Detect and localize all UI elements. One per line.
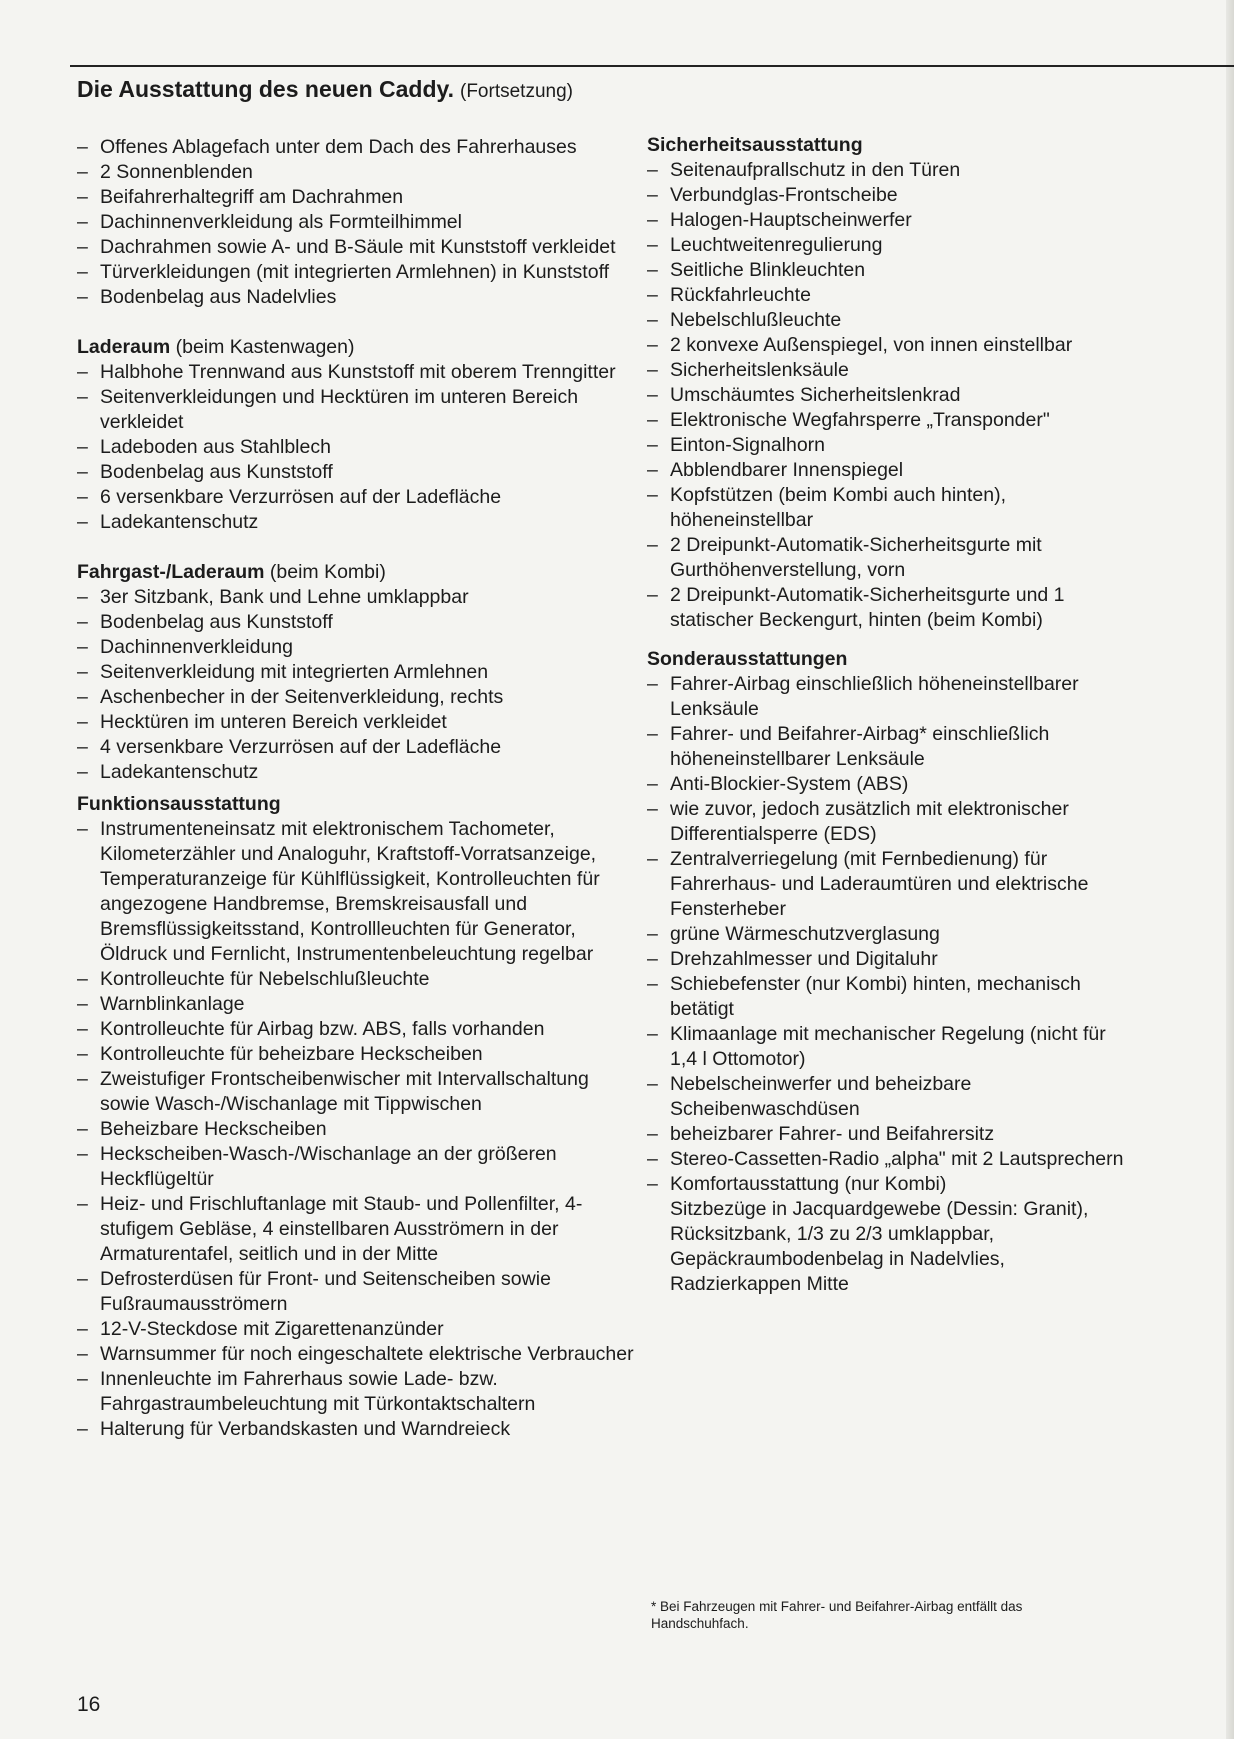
list-item: – Dachinnenverkleidung [77, 636, 293, 658]
list-item: – Bodenbelag aus Nadelvlies [77, 286, 337, 308]
list-item: – Warnblinkanlage [77, 993, 245, 1015]
list-item: – Elektronische Wegfahrsperre „Transponder" [647, 409, 1050, 431]
cab-interior-list [77, 135, 637, 310]
footnote: * Bei Fahrzeugen mit Fahrer- und Beifahrer-Airbag entfällt das Handschuhfach. [651, 1599, 1023, 1631]
list-item: – Einton-Signalhorn [647, 434, 826, 456]
list-item: – 2 Dreipunkt-Automatik-Sicherheitsgurte mit Gurthöhenverstellung, vorn [647, 534, 1042, 581]
page-title-sub: (Fortsetzung) [460, 81, 573, 102]
list-item: – Kontrolleuchte für beheizbare Heckscheiben [77, 1043, 483, 1065]
section-sicherheitsausstattung [647, 133, 1137, 633]
section-sonderausstattungen [647, 647, 1137, 1297]
list-item: – Seitliche Blinkleuchten [647, 259, 866, 281]
list-item: – Zentralverriegelung (mit Fernbedienung) für Fahrerhaus- und Laderaumtüren und elektrische Fensterheber [647, 848, 1089, 920]
list-item: – Kopfstützen (beim Kombi auch hinten), höheneinstellbar [647, 484, 1007, 531]
laderaum-list [77, 360, 637, 535]
list-item: – Nebelschlußleuchte [647, 309, 842, 331]
list-item: – Instrumenteneinsatz mit elektronischem Tachometer, Kilometerzähler und Analoguhr, Kraftstoff-Vorratsanzeige, Temperaturanzeige für Kühlflüssigkeit, Kontrolleuchten für angezogene Handbremse, Bremskreisausfall und Bremsflüssigkeitsstand, Kontrollleuchten für Generator, Öldruck und Fernlicht, Instrumentenbeleuchtung regelbar [77, 818, 600, 965]
sonder-list [647, 672, 1137, 1297]
list-item: – Zweistufiger Frontscheibenwischer mit Intervallschaltung sowie Wasch-/Wischanlage mit Tippwischen [77, 1068, 589, 1115]
section-cab-interior [77, 135, 637, 310]
list-item: – 3er Sitzbank, Bank und Lehne umklappbar [77, 586, 469, 608]
section-heading: Funktionsausstattung [77, 793, 281, 815]
list-item: – Beifahrerhaltegriff am Dachrahmen [77, 186, 404, 208]
fahrgast-list [77, 585, 637, 785]
list-item: – Rückfahrleuchte [647, 284, 811, 306]
list-item: – Klimaanlage mit mechanischer Regelung (nicht für 1,4 l Ottomotor) [647, 1023, 1106, 1070]
list-item: – Halogen-Hauptscheinwerfer [647, 209, 912, 231]
list-item: – Komfortausstattung (nur Kombi) [647, 1173, 947, 1195]
list-item: – 4 versenkbare Verzurrösen auf der Ladefläche [77, 736, 502, 758]
komfort-detail: Sitzbezüge in Jacquardgewebe (Dessin: Granit), Rücksitzbank, 1/3 zu 2/3 umklappbar, Gepäckraumbodenbelag in Nadelvlies, Radzierkappen Mitte [670, 1198, 1089, 1295]
list-item: – Schiebefenster (nur Kombi) hinten, mechanisch betätigt [647, 973, 1081, 1020]
list-item: – Offenes Ablagefach unter dem Dach des Fahrerhauses [77, 136, 577, 158]
list-item: – Seitenverkleidungen und Hecktüren im unteren Bereich verkleidet [77, 386, 579, 433]
list-item: – Umschäumtes Sicherheitslenkrad [647, 384, 961, 406]
list-item: – Heckscheiben-Wasch-/Wischanlage an der größeren Heckflügeltür [77, 1143, 557, 1190]
list-item: – Fahrer- und Beifahrer-Airbag* einschließlich höheneinstellbarer Lenksäule [647, 723, 1050, 770]
section-heading: Fahrgast-/Laderaum (beim Kombi) [77, 561, 386, 583]
list-item: – 6 versenkbare Verzurrösen auf der Ladefläche [77, 486, 502, 508]
list-item: – Heiz- und Frischluftanlage mit Staub- und Pollenfilter, 4-stufigem Gebläse, 4 einstellbaren Ausströmern in der Armaturentafel, seitlich und in der Mitte [77, 1193, 583, 1265]
list-item: – Innenleuchte im Fahrerhaus sowie Lade- bzw. Fahrgastraumbeleuchtung mit Türkontaktschaltern [77, 1368, 536, 1415]
list-item: – Verbundglas-Frontscheibe [647, 184, 898, 206]
list-item: – Sicherheitslenksäule [647, 359, 849, 381]
list-item: – Warnsummer für noch eingeschaltete elektrische Verbraucher [77, 1343, 634, 1365]
list-item: – Bodenbelag aus Kunststoff [77, 461, 333, 483]
funktion-list [77, 817, 637, 1442]
page-number: 16 [77, 1693, 101, 1716]
left-column [77, 135, 637, 1442]
list-item: – Nebelscheinwerfer und beheizbare Scheibenwaschdüsen [647, 1073, 972, 1120]
list-item: – Leuchtweitenregulierung [647, 234, 883, 256]
list-item: – Aschenbecher in der Seitenverkleidung, rechts [77, 686, 504, 708]
list-item: – Bodenbelag aus Kunststoff [77, 611, 333, 633]
list-item: – Defrosterdüsen für Front- und Seitenscheiben sowie Fußraumausströmern [77, 1268, 551, 1315]
right-column [647, 133, 1137, 1297]
list-item: – 2 Dreipunkt-Automatik-Sicherheitsgurte und 1 statischer Beckengurt, hinten (beim Kombi) [647, 584, 1065, 631]
list-item: – Fahrer-Airbag einschließlich höheneinstellbarer Lenksäule [647, 673, 1079, 720]
page-title-main: Die Ausstattung des neuen Caddy. [77, 76, 454, 102]
page-edge [1226, 0, 1234, 1739]
list-item: – Ladekantenschutz [77, 761, 259, 783]
list-item: – Seitenaufprallschutz in den Türen [647, 159, 961, 181]
list-item: – 12-V-Steckdose mit Zigarettenanzünder [77, 1318, 444, 1340]
list-item: – Beheizbare Heckscheiben [77, 1118, 327, 1140]
section-laderaum [77, 335, 637, 535]
list-item: – Dachinnenverkleidung als Formteilhimmel [77, 211, 462, 233]
list-item: – Türverkleidungen (mit integrierten Armlehnen) in Kunststoff [77, 261, 610, 283]
list-item: – Halbhohe Trennwand aus Kunststoff mit oberem Trenngitter [77, 361, 616, 383]
list-item: – Anti-Blockier-System (ABS) [647, 773, 909, 795]
list-item: – Kontrolleuchte für Airbag bzw. ABS, falls vorhanden [77, 1018, 545, 1040]
list-item: – Ladekantenschutz [77, 511, 259, 533]
section-funktionsausstattung [77, 792, 637, 1442]
header-rule [70, 65, 1234, 67]
list-item: – Stereo-Cassetten-Radio „alpha" mit 2 Lautsprechern [647, 1148, 1124, 1170]
section-heading: Sicherheitsausstattung [647, 134, 863, 156]
section-heading: Laderaum (beim Kastenwagen) [77, 336, 355, 358]
list-item: – Kontrolleuchte für Nebelschlußleuchte [77, 968, 430, 990]
list-item: – Abblendbarer Innenspiegel [647, 459, 904, 481]
list-item: – Ladeboden aus Stahlblech [77, 436, 331, 458]
list-item: – Halterung für Verbandskasten und Warndreieck [77, 1418, 511, 1440]
section-fahrgast-laderaum [77, 560, 637, 785]
sicherheit-list [647, 158, 1137, 633]
list-item: – beheizbarer Fahrer- und Beifahrersitz [647, 1123, 995, 1145]
section-heading: Sonderausstattungen [647, 648, 848, 670]
list-item: – Seitenverkleidung mit integrierten Armlehnen [77, 661, 489, 683]
list-item: – wie zuvor, jedoch zusätzlich mit elektronischer Differentialsperre (EDS) [647, 798, 1069, 845]
list-item: – Drehzahlmesser und Digitaluhr [647, 948, 938, 970]
list-item: – 2 Sonnenblenden [77, 161, 253, 183]
list-item: – 2 konvexe Außenspiegel, von innen einstellbar [647, 334, 1073, 356]
list-item: – grüne Wärmeschutzverglasung [647, 923, 940, 945]
page-title [77, 76, 573, 103]
list-item: – Dachrahmen sowie A- und B-Säule mit Kunststoff verkleidet [77, 236, 616, 258]
list-item: – Hecktüren im unteren Bereich verkleidet [77, 711, 447, 733]
